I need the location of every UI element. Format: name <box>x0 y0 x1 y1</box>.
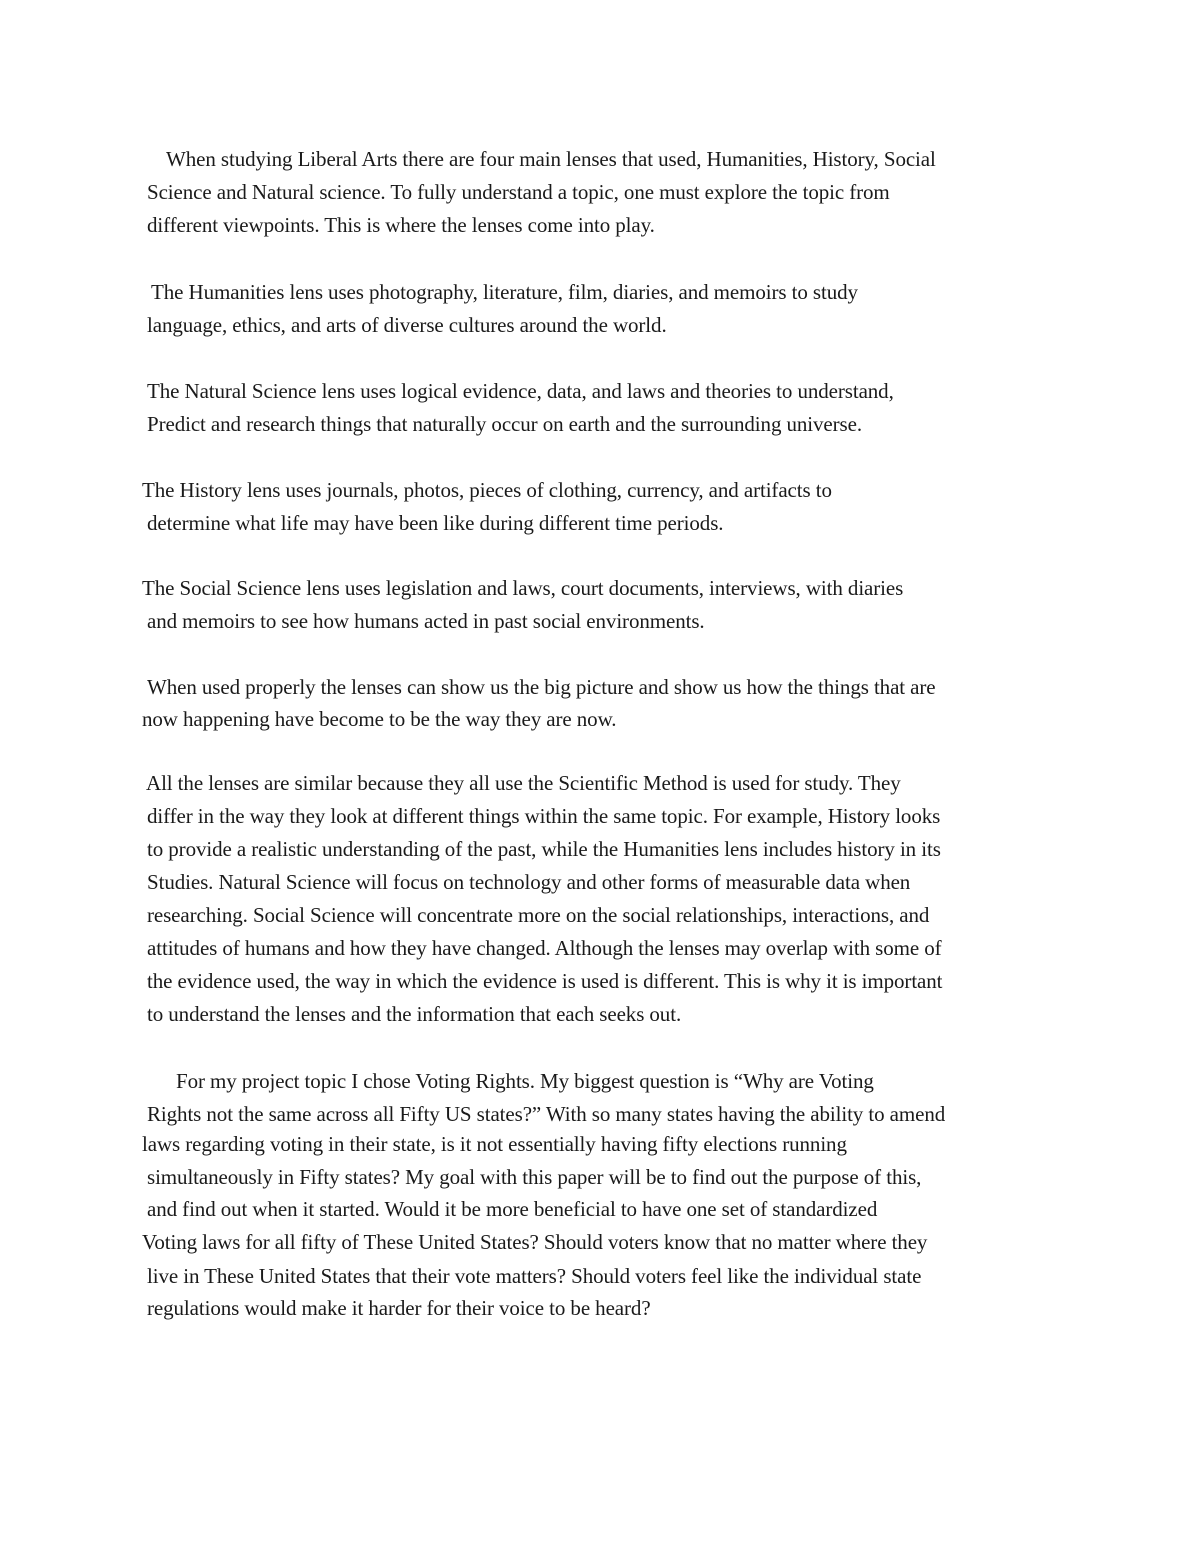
text-line: Science and Natural science. To fully understand a topic, one must explore the topic from <box>147 180 890 204</box>
text-line: to provide a realistic understanding of the past, while the Humanities lens includes history in its <box>147 837 941 861</box>
text-line: The Social Science lens uses legislation and laws, court documents, interviews, with diaries <box>142 576 904 600</box>
text-line: laws regarding voting in their state, is it not essentially having fifty elections running <box>142 1132 847 1156</box>
text-line: For my project topic I chose Voting Rights. My biggest question is “Why are Voting <box>176 1069 874 1093</box>
text-line: Studies. Natural Science will focus on technology and other forms of measurable data when <box>147 870 911 894</box>
text-line: Predict and research things that naturally occur on earth and the surrounding universe. <box>147 412 862 436</box>
text-line: simultaneously in Fifty states? My goal with this paper will be to find out the purpose of this, <box>147 1165 922 1189</box>
text-line: The Natural Science lens uses logical evidence, data, and laws and theories to understand, <box>147 379 894 403</box>
text-line: Voting laws for all fifty of These United States? Should voters know that no matter where they <box>142 1230 928 1254</box>
text-line: the evidence used, the way in which the evidence is used is different. This is why it is important <box>147 969 943 993</box>
text-line: to understand the lenses and the information that each seeks out. <box>147 1002 682 1026</box>
text-line: Rights not the same across all Fifty US states?” With so many states having the ability to amend <box>147 1102 946 1126</box>
text-line: The Humanities lens uses photography, literature, film, diaries, and memoirs to study <box>151 280 858 304</box>
text-line: researching. Social Science will concentrate more on the social relationships, interactions, and <box>147 903 930 927</box>
text-line: language, ethics, and arts of diverse cultures around the world. <box>147 313 667 337</box>
text-line: attitudes of humans and how they have changed. Although the lenses may overlap with some of <box>147 936 942 960</box>
text-line: When studying Liberal Arts there are four main lenses that used, Humanities, History, Social <box>166 147 936 171</box>
text-line: All the lenses are similar because they all use the Scientific Method is used for study. They <box>146 771 901 795</box>
text-line: different viewpoints. This is where the lenses come into play. <box>147 213 655 237</box>
text-line: regulations would make it harder for their voice to be heard? <box>147 1296 651 1320</box>
text-line: and find out when it started. Would it be more beneficial to have one set of standardized <box>147 1197 878 1221</box>
text-line: now happening have become to be the way they are now. <box>142 707 617 731</box>
text-line: The History lens uses journals, photos, pieces of clothing, currency, and artifacts to <box>142 478 832 502</box>
text-line: live in These United States that their vote matters? Should voters feel like the individual state <box>147 1264 922 1288</box>
text-line: When used properly the lenses can show us the big picture and show us how the things that are <box>147 675 936 699</box>
text-line: and memoirs to see how humans acted in past social environments. <box>147 609 705 633</box>
text-line: differ in the way they look at different things within the same topic. For example, History looks <box>147 804 941 828</box>
text-line: determine what life may have been like during different time periods. <box>147 511 724 535</box>
